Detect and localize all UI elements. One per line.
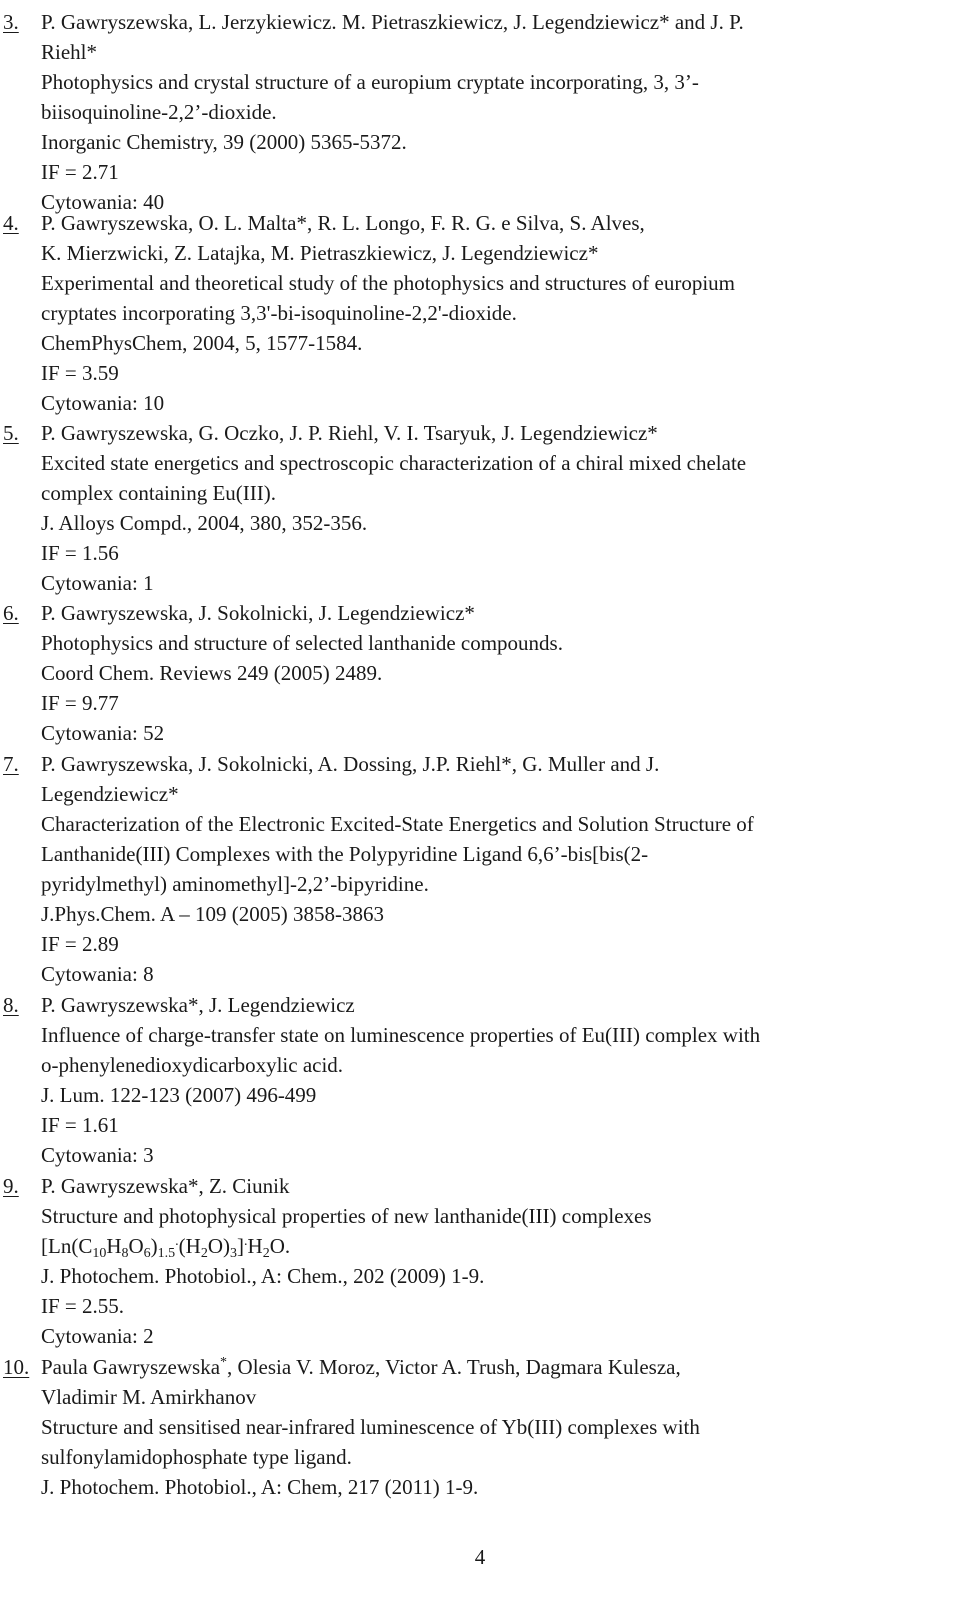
page-number: 4 xyxy=(474,1545,486,1569)
formula-subscript: 1.5 xyxy=(157,1246,176,1261)
formula-part: O xyxy=(128,1234,144,1258)
impact-factor: IF = 9.77 xyxy=(41,691,119,715)
formula-part: (H xyxy=(178,1234,201,1258)
publication-authors: P. Gawryszewska, L. Jerzykiewicz. M. Pietraszkiewicz, J. Legendziewicz* and J. P. xyxy=(41,10,744,34)
publication-journal: Inorganic Chemistry, 39 (2000) 5365-5372. xyxy=(41,130,407,154)
publication-title: Photophysics and structure of selected lanthanide compounds. xyxy=(41,631,563,655)
publication-number: 7. xyxy=(3,752,19,776)
formula-part: [Ln(C xyxy=(41,1234,93,1258)
publication-title: Influence of charge-transfer state on luminescence properties of Eu(III) complex with xyxy=(41,1023,761,1047)
publication-title: Excited state energetics and spectroscopic characterization of a chiral mixed chelate xyxy=(41,451,747,475)
publication-authors: P. Gawryszewska*, J. Legendziewicz xyxy=(41,993,355,1017)
publication-title: Structure and sensitised near-infrared luminescence of Yb(III) complexes with xyxy=(41,1415,700,1439)
publication-title: complex containing Eu(III). xyxy=(41,481,276,505)
publication-journal: J. Photochem. Photobiol., A: Chem, 217 (2011) 1-9. xyxy=(41,1475,479,1499)
impact-factor: IF = 1.61 xyxy=(41,1113,119,1137)
impact-factor: IF = 3.59 xyxy=(41,361,119,385)
formula-part: ) xyxy=(150,1234,158,1258)
publication-journal: J. Alloys Compd., 2004, 380, 352-356. xyxy=(41,511,368,535)
citation-count: Cytowania: 52 xyxy=(41,721,165,745)
formula-part: H xyxy=(247,1234,263,1258)
publication-title: Structure and photophysical properties of new lanthanide(III) complexes xyxy=(41,1204,652,1228)
publication-authors: P. Gawryszewska, G. Oczko, J. P. Riehl, V. I. Tsaryuk, J. Legendziewicz* xyxy=(41,421,658,445)
impact-factor: IF = 2.89 xyxy=(41,932,119,956)
formula-subscript: 3 xyxy=(230,1246,238,1261)
formula-part: O) xyxy=(207,1234,231,1258)
formula-subscript: 2 xyxy=(200,1246,208,1261)
publication-number: 6. xyxy=(3,601,19,625)
author-name: Paula Gawryszewska xyxy=(41,1355,221,1379)
publication-title: Characterization of the Electronic Excited-State Energetics and Solution Structure of xyxy=(41,812,754,836)
publication-title: Lanthanide(III) Complexes with the Polypyridine Ligand 6,6’-bis[bis(2- xyxy=(41,842,649,866)
publication-number: 10. xyxy=(3,1355,30,1379)
publication-title: sulfonylamidophosphate type ligand. xyxy=(41,1445,352,1469)
citation-count: Cytowania: 1 xyxy=(41,571,154,595)
publication-authors: K. Mierzwicki, Z. Latajka, M. Pietraszkiewicz, J. Legendziewicz* xyxy=(41,241,599,265)
formula-dot: . xyxy=(244,1234,248,1249)
publication-journal: J.Phys.Chem. A – 109 (2005) 3858-3863 xyxy=(41,902,385,926)
formula-part: H xyxy=(106,1234,122,1258)
publication-authors: Legendziewicz* xyxy=(41,782,179,806)
publication-title: Experimental and theoretical study of the photophysics and structures of europium xyxy=(41,271,735,295)
corresponding-author-mark: * xyxy=(220,1355,228,1370)
citation-count: Cytowania: 3 xyxy=(41,1143,154,1167)
publication-number: 3. xyxy=(3,10,19,34)
citation-count: Cytowania: 10 xyxy=(41,391,165,415)
formula-part: ] xyxy=(237,1234,245,1258)
publication-title: cryptates incorporating 3,3'-bi-isoquinoline-2,2'-dioxide. xyxy=(41,301,517,325)
publication-authors: Riehl* xyxy=(41,40,97,64)
publication-authors xyxy=(41,1352,681,1382)
publication-journal: J. Lum. 122-123 (2007) 496-499 xyxy=(41,1083,317,1107)
publication-authors: P. Gawryszewska, J. Sokolnicki, J. Legendziewicz* xyxy=(41,601,475,625)
citation-count: Cytowania: 8 xyxy=(41,962,154,986)
chemical-formula xyxy=(41,1231,290,1261)
impact-factor: IF = 1.56 xyxy=(41,541,119,565)
impact-factor: IF = 2.71 xyxy=(41,160,119,184)
author-names: , Olesia V. Moroz, Victor A. Trush, Dagmara Kulesza, xyxy=(227,1355,681,1379)
publication-journal: ChemPhysChem, 2004, 5, 1577-1584. xyxy=(41,331,363,355)
publication-title: pyridylmethyl) aminomethyl]-2,2’-bipyridine. xyxy=(41,872,429,896)
publication-title: Photophysics and crystal structure of a europium cryptate incorporating, 3, 3’- xyxy=(41,70,699,94)
formula-subscript: 2 xyxy=(262,1246,270,1261)
publication-journal: Coord Chem. Reviews 249 (2005) 2489. xyxy=(41,661,383,685)
publication-number: 4. xyxy=(3,211,19,235)
publication-journal: J. Photochem. Photobiol., A: Chem., 202 (2009) 1-9. xyxy=(41,1264,485,1288)
citation-count: Cytowania: 2 xyxy=(41,1324,154,1348)
formula-subscript: 10 xyxy=(92,1246,107,1261)
formula-part: O. xyxy=(269,1234,291,1258)
formula-subscript: 6 xyxy=(143,1246,151,1261)
impact-factor: IF = 2.55. xyxy=(41,1294,125,1318)
formula-subscript: 8 xyxy=(121,1246,129,1261)
publication-authors: Vladimir M. Amirkhanov xyxy=(41,1385,257,1409)
publication-authors: P. Gawryszewska, J. Sokolnicki, A. Dossing, J.P. Riehl*, G. Muller and J. xyxy=(41,752,660,776)
citation-count: Cytowania: 40 xyxy=(41,190,165,214)
publication-authors: P. Gawryszewska*, Z. Ciunik xyxy=(41,1174,290,1198)
publication-authors: P. Gawryszewska, O. L. Malta*, R. L. Longo, F. R. G. e Silva, S. Alves, xyxy=(41,211,645,235)
publication-number: 8. xyxy=(3,993,19,1017)
publication-number: 5. xyxy=(3,421,19,445)
formula-dot: . xyxy=(175,1234,179,1249)
publication-number: 9. xyxy=(3,1174,19,1198)
publication-title: o-phenylenedioxydicarboxylic acid. xyxy=(41,1053,344,1077)
publication-title: biisoquinoline-2,2’-dioxide. xyxy=(41,100,277,124)
